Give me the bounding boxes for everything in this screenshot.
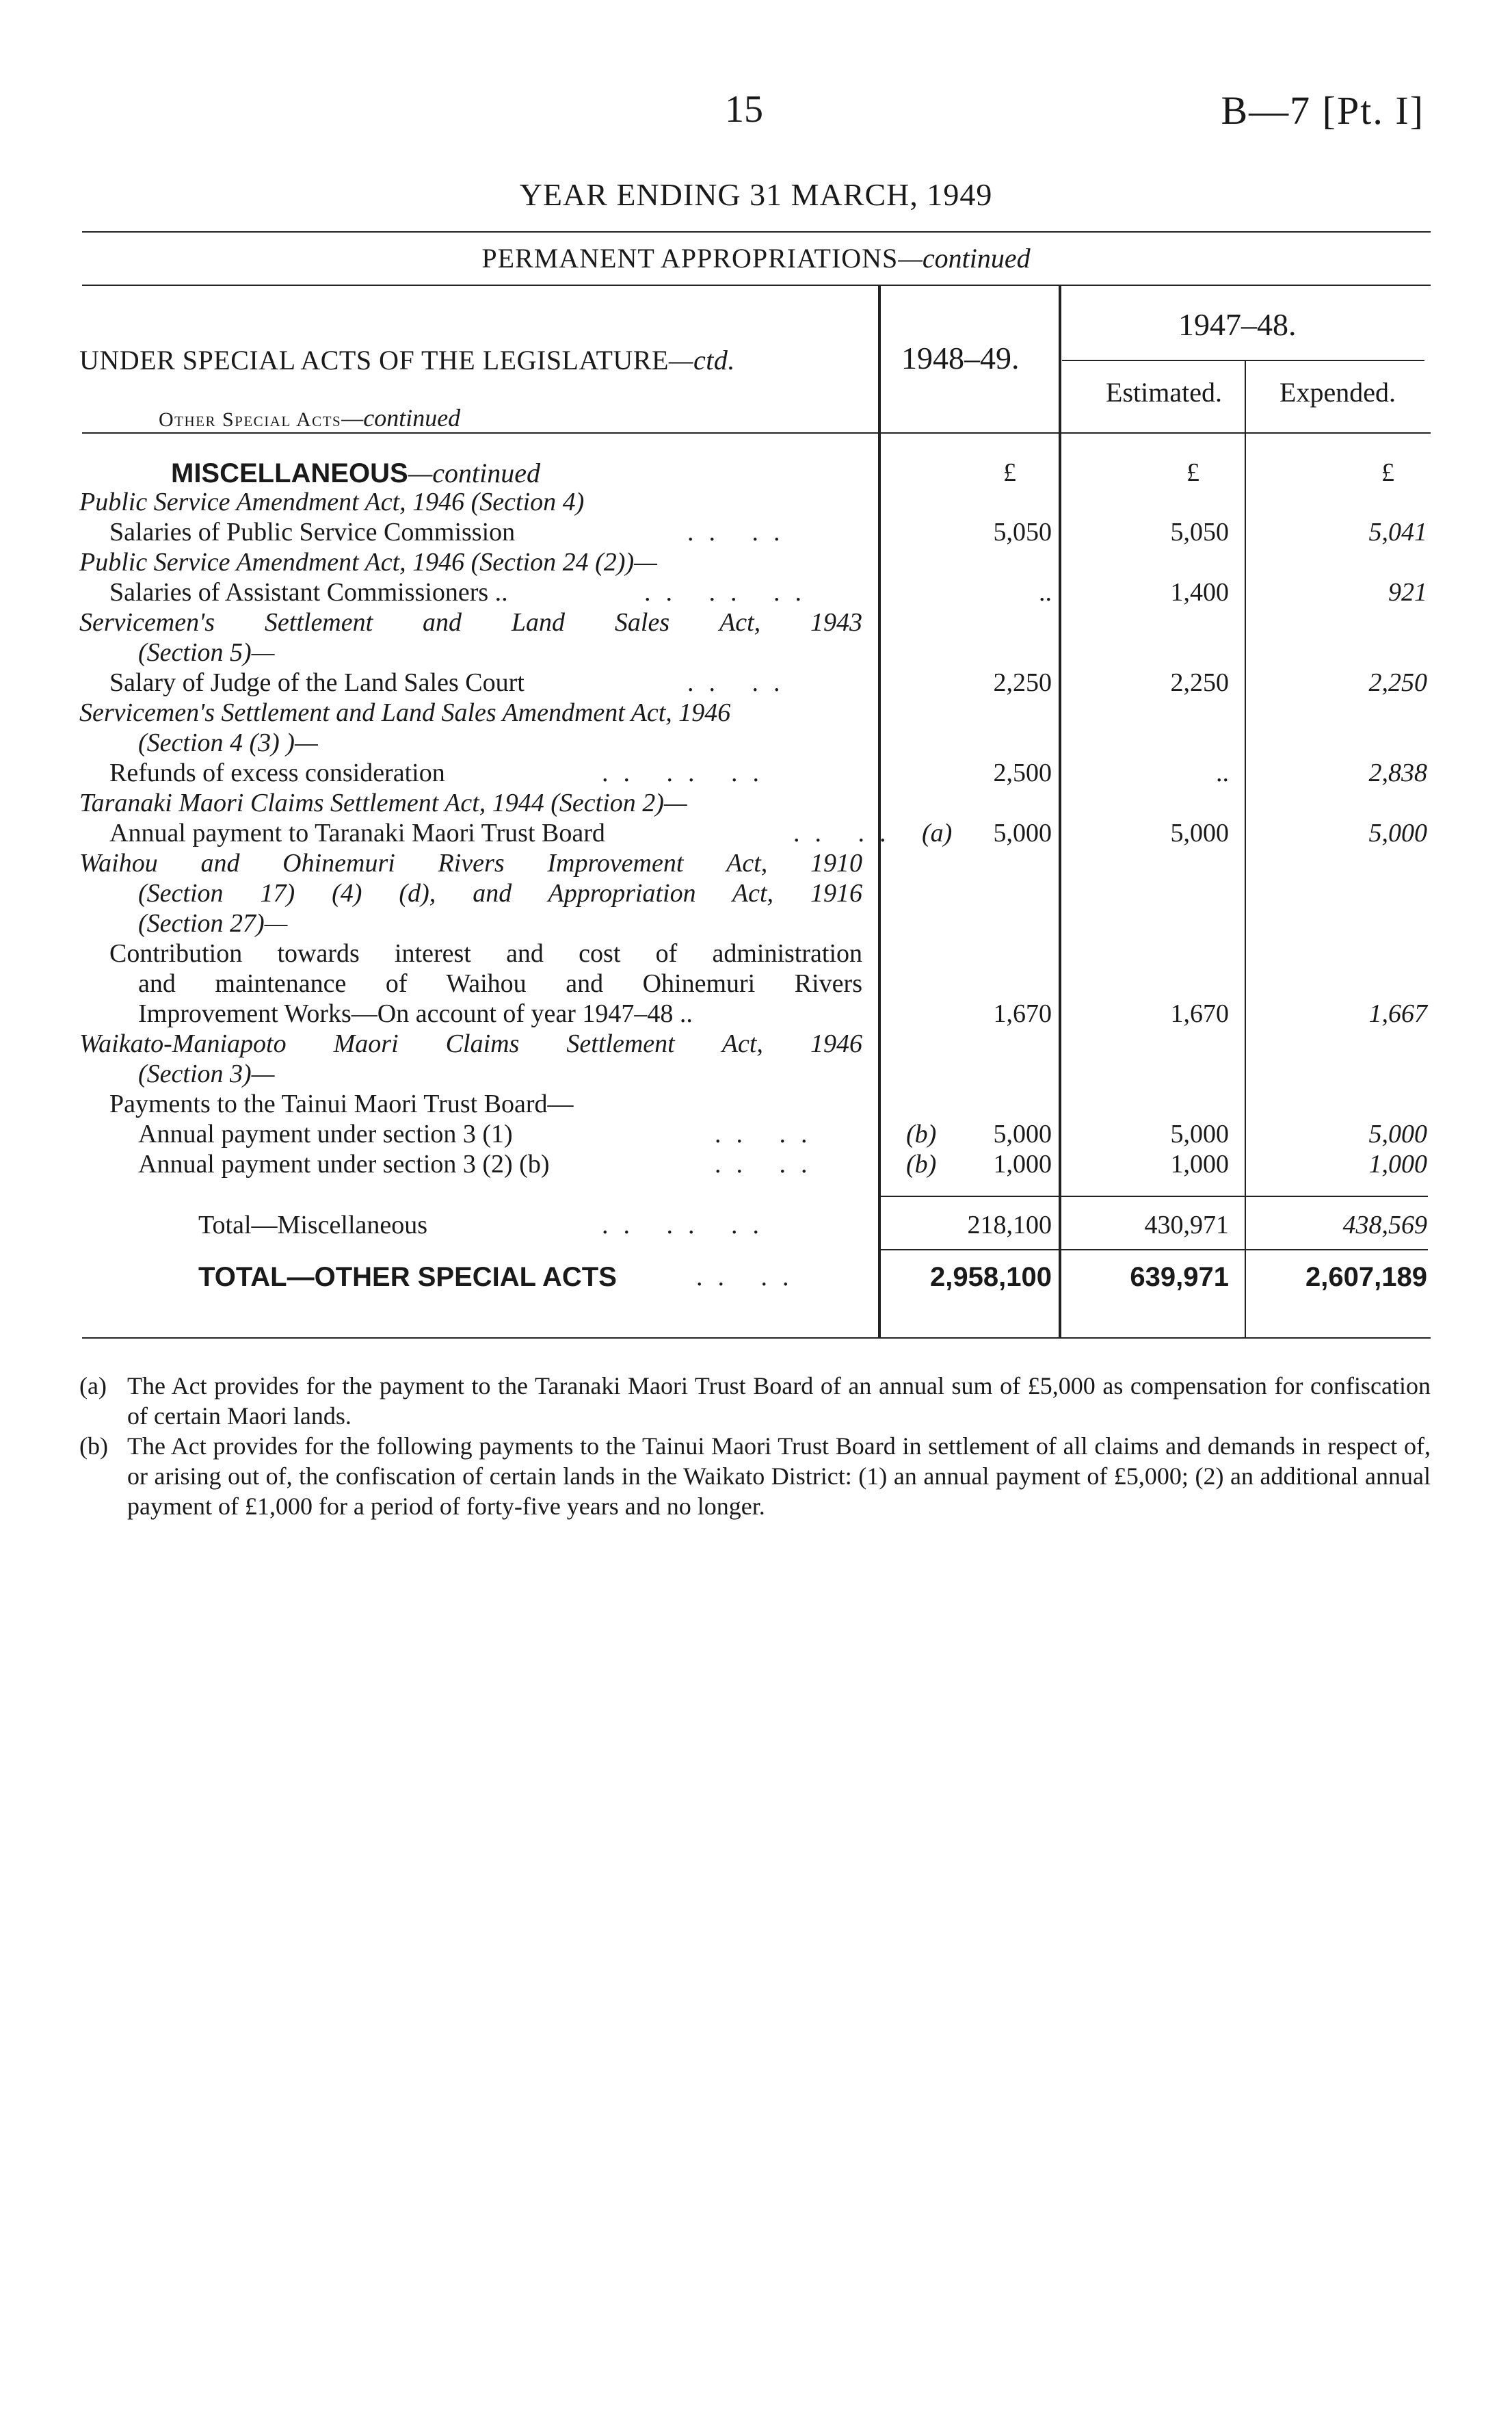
leader-dots: .. .. bbox=[687, 668, 795, 697]
act-title: Public Service Amendment Act, 1946 (Section 24 (2))— bbox=[79, 548, 657, 577]
value-estimated: 5,000 bbox=[1170, 1120, 1229, 1148]
footnote-ref-b: (b) bbox=[906, 1120, 937, 1148]
section-rule bbox=[82, 285, 1431, 286]
value-expended: 2,250 bbox=[1368, 668, 1427, 697]
total-misc-1948-49: 218,100 bbox=[967, 1211, 1052, 1239]
value-estimated: 1,400 bbox=[1170, 578, 1229, 607]
footnote-ref-a: (a) bbox=[922, 819, 953, 847]
act-section: (Section 5)— bbox=[138, 638, 275, 667]
value-1948-49: .. bbox=[1039, 578, 1052, 607]
value-1948-49: 1,670 bbox=[993, 999, 1052, 1028]
other-special-acts-heading: Other Special Acts—continued bbox=[159, 404, 461, 432]
section-title: PERMANENT APPROPRIATIONS—continued bbox=[481, 243, 1031, 274]
paper-code: B—7 [Pt. I] bbox=[1221, 88, 1424, 133]
act-title: Public Service Amendment Act, 1946 (Section 4) bbox=[79, 488, 585, 516]
total-osa-1948-49: 2,958,100 bbox=[930, 1262, 1052, 1292]
footnote-a bbox=[79, 1371, 1431, 1431]
value-1948-49: 5,000 bbox=[993, 1120, 1052, 1148]
miscellaneous-heading: MISCELLANEOUS—continued bbox=[171, 458, 540, 488]
value-expended: 5,000 bbox=[1368, 819, 1427, 847]
currency-col1: £ bbox=[1003, 458, 1016, 487]
item-label: Improvement Works—On account of year 1947–48 .. bbox=[138, 999, 693, 1028]
value-estimated: .. bbox=[1216, 759, 1229, 787]
leader-dots: .. .. bbox=[715, 1120, 823, 1148]
currency-col2: £ bbox=[1186, 458, 1199, 487]
header-bottom-rule bbox=[82, 432, 1431, 434]
value-estimated: 5,000 bbox=[1170, 819, 1229, 847]
value-estimated: 1,670 bbox=[1170, 999, 1229, 1028]
value-1948-49: 2,500 bbox=[993, 759, 1052, 787]
act-title: Taranaki Maori Claims Settlement Act, 1944 (Section 2)— bbox=[79, 789, 687, 817]
col-estimated: Estimated. bbox=[1106, 377, 1222, 408]
value-1948-49: 1,000 bbox=[993, 1150, 1052, 1179]
act-title-justified: Waihou and Ohinemuri Rivers Improvement Act, 1910 bbox=[79, 849, 862, 878]
leader-dots: .. .. bbox=[715, 1150, 823, 1179]
leader-dots: .. .. .. bbox=[644, 578, 817, 607]
leader-dots: .. .. bbox=[687, 518, 795, 547]
item-label: Contribution towards interest and cost of administration bbox=[109, 939, 862, 968]
page-number: 15 bbox=[725, 88, 763, 131]
act-title: Servicemen's Settlement and Land Sales Amendment Act, 1946 bbox=[79, 698, 731, 727]
total-osa-estimated: 639,971 bbox=[1130, 1262, 1229, 1292]
total-misc-estimated: 430,971 bbox=[1144, 1211, 1229, 1239]
table-bottom-rule bbox=[82, 1337, 1431, 1339]
subtotal-rule-top bbox=[881, 1196, 1428, 1197]
item-label: Salaries of Public Service Commission bbox=[109, 518, 516, 547]
subtotal-rule-bottom bbox=[881, 1249, 1428, 1250]
leader-dots: .. .. bbox=[696, 1263, 804, 1291]
item-label: Payments to the Tainui Maori Trust Board— bbox=[109, 1090, 574, 1118]
footnote-b-key: (b) bbox=[79, 1432, 108, 1460]
item-label: Annual payment under section 3 (2) (b) bbox=[138, 1150, 550, 1179]
column-divider-2 bbox=[1059, 286, 1061, 1338]
act-section: (Section 3)— bbox=[138, 1060, 275, 1088]
total-miscellaneous-label: Total—Miscellaneous bbox=[198, 1211, 428, 1239]
column-divider-3 bbox=[1245, 361, 1246, 1338]
item-label: and maintenance of Waihou and Ohinemuri Rivers bbox=[138, 969, 862, 998]
total-other-special-acts-label: TOTAL—OTHER SPECIAL ACTS bbox=[198, 1262, 617, 1292]
act-section: (Section 4 (3) )— bbox=[138, 728, 318, 757]
legislature-heading: UNDER SPECIAL ACTS OF THE LEGISLATURE—ctd. bbox=[79, 345, 735, 376]
value-estimated: 1,000 bbox=[1170, 1150, 1229, 1179]
item-label: Salaries of Assistant Commissioners .. bbox=[109, 578, 508, 607]
value-expended: 1,000 bbox=[1368, 1150, 1427, 1179]
currency-col3: £ bbox=[1381, 458, 1394, 487]
year-title: YEAR ENDING 31 MARCH, 1949 bbox=[519, 177, 993, 212]
footnote-a-key: (a) bbox=[79, 1372, 107, 1399]
year-group-rule bbox=[1062, 360, 1424, 361]
value-1948-49: 5,050 bbox=[993, 518, 1052, 547]
leader-dots: .. .. .. bbox=[602, 1211, 774, 1239]
total-misc-expended: 438,569 bbox=[1342, 1211, 1427, 1239]
value-expended: 5,000 bbox=[1368, 1120, 1427, 1148]
value-1948-49: 5,000 bbox=[993, 819, 1052, 847]
leader-dots: .. .. .. bbox=[602, 759, 774, 787]
total-osa-expended: 2,607,189 bbox=[1305, 1262, 1427, 1292]
item-label: Annual payment under section 3 (1) bbox=[138, 1120, 513, 1148]
item-label: Refunds of excess consideration bbox=[109, 759, 445, 787]
footnote-a-text: The Act provides for the payment to the Taranaki Maori Trust Board of an annual sum of £5,000 as compensation for confiscation of certain Maori lands. bbox=[127, 1372, 1431, 1430]
item-label: Annual payment to Taranaki Maori Trust Board bbox=[109, 819, 605, 847]
value-estimated: 2,250 bbox=[1170, 668, 1229, 697]
value-expended: 921 bbox=[1388, 578, 1427, 607]
item-label: Salary of Judge of the Land Sales Court bbox=[109, 668, 525, 697]
leader-dots: .. .. bbox=[793, 819, 901, 847]
title-rule bbox=[82, 231, 1431, 233]
act-section: (Section 17) (4) (d), and Appropriation Act, 1916 bbox=[138, 879, 862, 908]
footnote-ref-b: (b) bbox=[906, 1150, 937, 1179]
value-1948-49: 2,250 bbox=[993, 668, 1052, 697]
value-estimated: 5,050 bbox=[1170, 518, 1229, 547]
act-section: (Section 27)— bbox=[138, 909, 288, 938]
footnote-b-text: The Act provides for the following payments to the Tainui Maori Trust Board in settlement of all claims and demands in respect of, or arising out of, the confiscation of certain lands in the Waikato District: (1) an annual payment of £5,000; (2) an additional annual payment of £1,000 for a period of forty-five years and no longer. bbox=[127, 1432, 1431, 1520]
footnote-b bbox=[79, 1431, 1431, 1521]
value-expended: 1,667 bbox=[1368, 999, 1427, 1028]
act-title-justified: Waikato-Maniapoto Maori Claims Settlement Act, 1946 bbox=[79, 1029, 862, 1058]
col-1947-48: 1947–48. bbox=[1178, 307, 1297, 342]
col-expended: Expended. bbox=[1279, 377, 1396, 408]
value-expended: 2,838 bbox=[1368, 759, 1427, 787]
value-expended: 5,041 bbox=[1368, 518, 1427, 547]
act-title-justified: Servicemen's Settlement and Land Sales Act, 1943 bbox=[79, 608, 862, 637]
col-1948-49: 1948–49. bbox=[901, 341, 1020, 376]
column-divider-1 bbox=[878, 286, 881, 1338]
